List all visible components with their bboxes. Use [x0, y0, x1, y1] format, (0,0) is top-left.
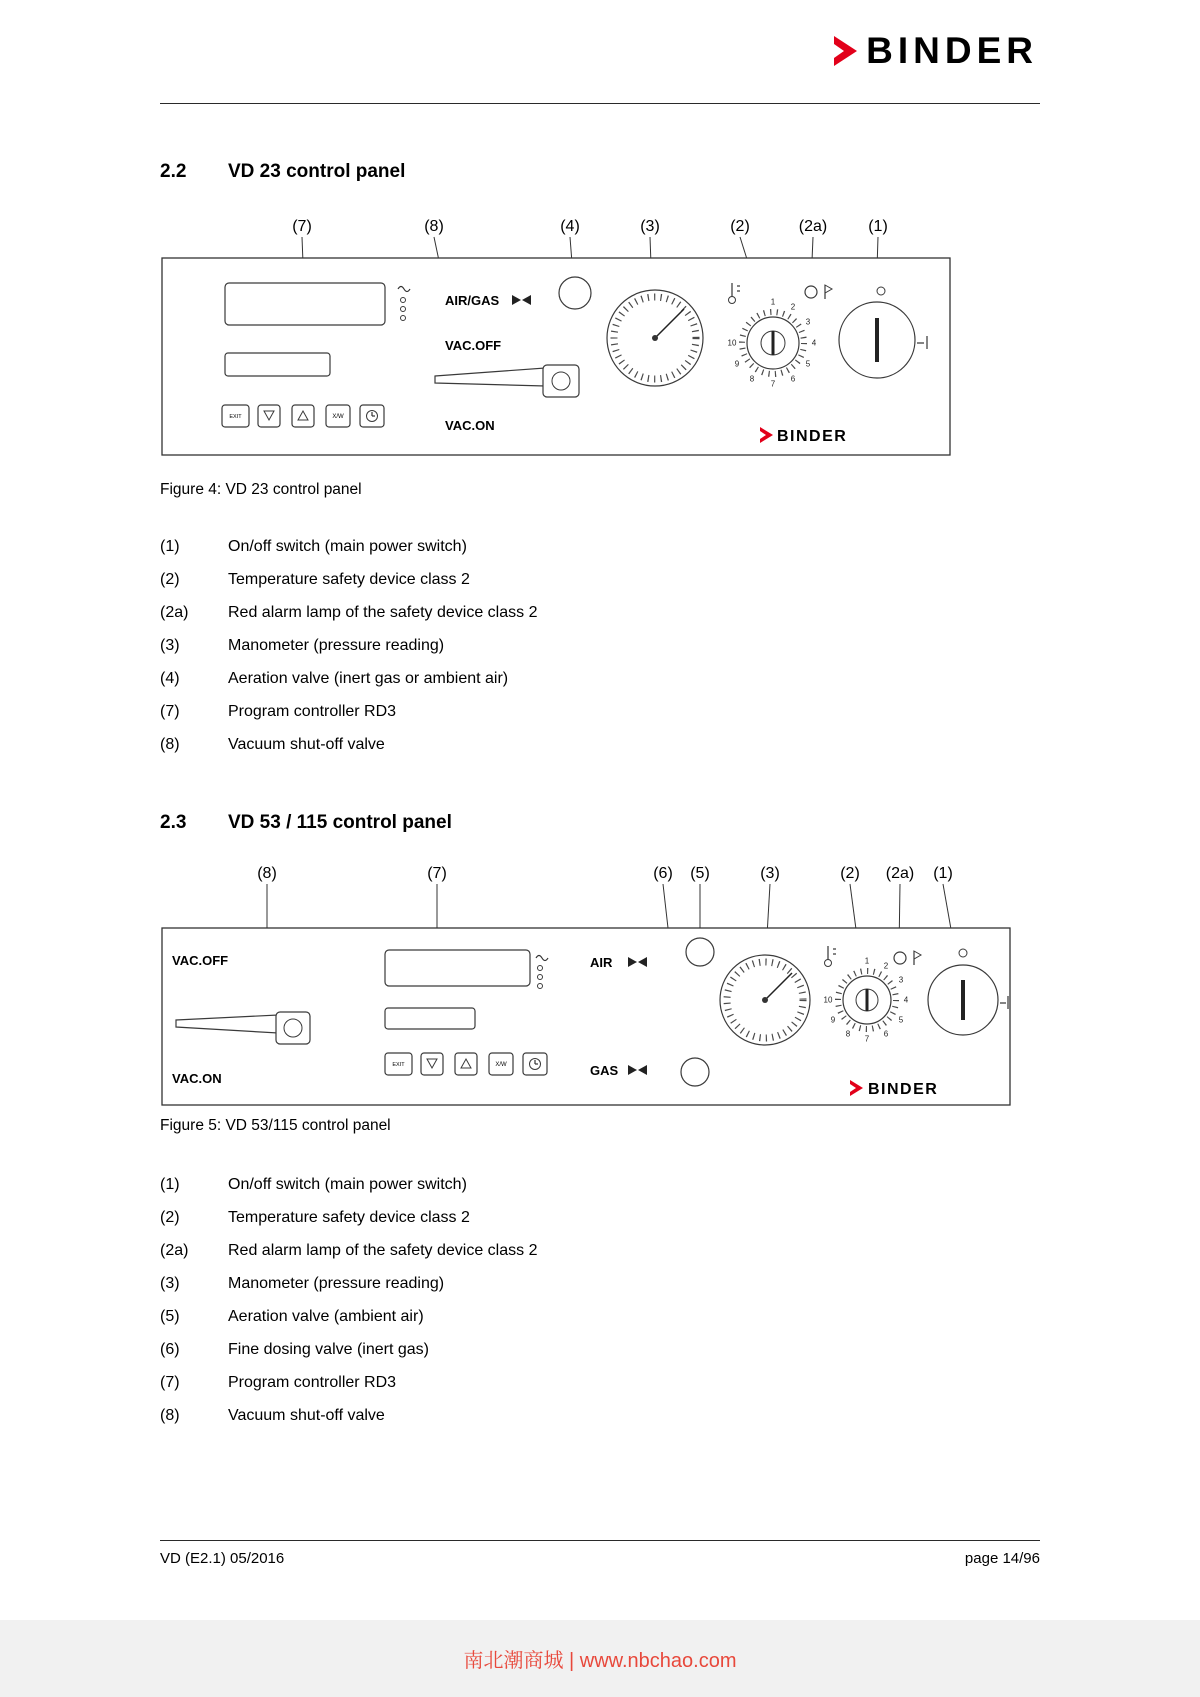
legend-row: [160, 1209, 1040, 1242]
footer-page-number: page 14/96: [964, 1550, 1040, 1567]
dial-number: 9: [830, 1015, 836, 1025]
dial-number: 1: [770, 297, 776, 307]
panel-brand-wordmark: BINDER: [777, 428, 848, 445]
down-button[interactable]: [421, 1053, 443, 1075]
legend-key: (1): [160, 538, 180, 555]
dial-number: 7: [770, 379, 776, 389]
dial-number: 2: [790, 302, 796, 312]
section-2-3-heading: [160, 812, 452, 834]
callout-3: (3): [640, 218, 660, 235]
bottom-bar: [0, 1620, 1200, 1697]
manometer-gauge: [720, 955, 810, 1045]
callout-2a: (2a): [885, 865, 915, 882]
legend-row: [160, 703, 1040, 736]
legend-row: [160, 538, 1040, 571]
dial-number: 7: [864, 1034, 870, 1044]
dial-number: 6: [790, 374, 796, 384]
controller-display: [225, 283, 385, 325]
legend-key: (3): [160, 1275, 180, 1292]
legend-text: Temperature safety device class 2: [228, 571, 470, 588]
figure-5-caption: Figure 5: VD 53/115 control panel: [160, 1117, 391, 1134]
legend-text: Fine dosing valve (inert gas): [228, 1341, 429, 1358]
legend-text: Program controller RD3: [228, 703, 397, 720]
dial-number: 4: [811, 338, 817, 348]
up-button[interactable]: [292, 405, 314, 427]
legend-text: Manometer (pressure reading): [228, 1275, 445, 1292]
air-label: AIR: [590, 955, 613, 970]
header-rule: [160, 103, 1040, 104]
figure-4-vd23-diagram: [160, 205, 1040, 460]
callout-7: (7): [427, 865, 447, 882]
legend-text: Vacuum shut-off valve: [228, 1407, 385, 1424]
dial-number: 5: [898, 1015, 904, 1025]
legend-key: (2): [160, 571, 180, 588]
vac-on-label: VAC.ON: [445, 418, 495, 433]
legend-row: [160, 670, 1040, 703]
legend-text: On/off switch (main power switch): [228, 538, 467, 555]
controller-secondary-display: [385, 1008, 475, 1029]
legend-text: Red alarm lamp of the safety device class 2: [228, 604, 538, 621]
legend-row: [160, 637, 1040, 670]
legend-row: [160, 1275, 1040, 1308]
callout-1: (1): [933, 865, 953, 882]
callout-6: (6): [653, 865, 673, 882]
dial-number: 8: [845, 1029, 851, 1039]
legend-text: Aeration valve (ambient air): [228, 1308, 424, 1325]
dial-number: 10: [727, 338, 737, 348]
exit-button-label: EXIT: [392, 1062, 405, 1068]
legend-key: (8): [160, 1407, 180, 1424]
legend-key: (5): [160, 1308, 180, 1325]
gauge-hub: [652, 335, 658, 341]
dial-number: 1: [864, 956, 870, 966]
alarm-lamp: [894, 952, 906, 964]
legend-row: [160, 1242, 1040, 1275]
xw-button-label: X/W: [332, 414, 344, 420]
xw-button-label: X/W: [495, 1062, 507, 1068]
callout-8: (8): [424, 218, 444, 235]
dial-number: 6: [883, 1029, 889, 1039]
legend-row: [160, 1308, 1040, 1341]
binder-logo: [831, 32, 1038, 69]
aeration-valve-knob[interactable]: [559, 277, 591, 309]
legend-key: (2): [160, 1209, 180, 1226]
section-number: 2.2: [160, 161, 187, 182]
legend-key: (4): [160, 670, 180, 687]
legend-row: [160, 1341, 1040, 1374]
callout-7: (7): [292, 218, 312, 235]
air-gas-label: AIR/GAS: [445, 293, 500, 308]
legend-row: [160, 604, 1040, 637]
figure-5-legend: [160, 1176, 1040, 1440]
legend-row: [160, 736, 1040, 769]
dial-number: 9: [734, 359, 740, 369]
callout-4: (4): [560, 218, 580, 235]
alarm-lamp: [805, 286, 817, 298]
footer-rule: [160, 1540, 1040, 1541]
legend-key: (2a): [160, 604, 189, 621]
legend-text: On/off switch (main power switch): [228, 1176, 467, 1193]
legend-text: Vacuum shut-off valve: [228, 736, 385, 753]
binder-arrow-icon: [831, 35, 859, 67]
callout-2: (2): [840, 865, 860, 882]
legend-row: [160, 1374, 1040, 1407]
dial-number: 5: [805, 359, 811, 369]
vac-off-label: VAC.OFF: [172, 953, 229, 968]
manometer-gauge: [607, 290, 703, 386]
legend-row: [160, 1407, 1040, 1440]
legend-key: (3): [160, 637, 180, 654]
section-title: VD 23 control panel: [228, 161, 406, 182]
controller-secondary-display: [225, 353, 330, 376]
legend-row: [160, 1176, 1040, 1209]
callout-2a: (2a): [798, 218, 828, 235]
exit-button-label: EXIT: [229, 414, 242, 420]
legend-key: (7): [160, 703, 180, 720]
section-title: VD 53 / 115 control panel: [228, 812, 452, 833]
brand-wordmark: BINDER: [866, 30, 1038, 71]
legend-text: Aeration valve (inert gas or ambient air): [228, 670, 509, 687]
legend-key: (7): [160, 1374, 180, 1391]
panel-brand-wordmark: BINDER: [868, 1081, 939, 1098]
vac-off-label: VAC.OFF: [445, 338, 502, 353]
fine-dosing-valve-knob[interactable]: [681, 1058, 709, 1086]
callout-2: (2): [730, 218, 750, 235]
callout-3: (3): [760, 865, 780, 882]
figure-4-caption: Figure 4: VD 23 control panel: [160, 481, 362, 498]
footer-document-id: VD (E2.1) 05/2016: [160, 1550, 285, 1567]
dial-number: 8: [749, 374, 755, 384]
gas-label: GAS: [590, 1063, 619, 1078]
figure-5-vd53-115-diagram: [160, 850, 1040, 1110]
aeration-valve-knob[interactable]: [686, 938, 714, 966]
up-button[interactable]: [455, 1053, 477, 1075]
legend-key: (2a): [160, 1242, 189, 1259]
dial-number: 2: [883, 961, 889, 971]
legend-text: Manometer (pressure reading): [228, 637, 445, 654]
legend-text: Red alarm lamp of the safety device class 2: [228, 1242, 538, 1259]
legend-row: [160, 571, 1040, 604]
callout-5: (5): [690, 865, 710, 882]
legend-text: Program controller RD3: [228, 1374, 397, 1391]
legend-key: (6): [160, 1341, 180, 1358]
dial-number: 3: [805, 317, 811, 327]
callout-1: (1): [868, 218, 888, 235]
legend-text: Temperature safety device class 2: [228, 1209, 470, 1226]
callout-8: (8): [257, 865, 277, 882]
legend-key: (1): [160, 1176, 180, 1193]
vac-on-label: VAC.ON: [172, 1071, 222, 1086]
dial-number: 10: [823, 995, 833, 1005]
dial-number: 4: [903, 995, 909, 1005]
figure-4-legend: [160, 538, 1040, 769]
dial-number: 3: [898, 975, 904, 985]
gauge-hub: [762, 997, 768, 1003]
down-button[interactable]: [258, 405, 280, 427]
legend-key: (8): [160, 736, 180, 753]
section-2-2-heading: [160, 161, 405, 183]
section-number: 2.3: [160, 812, 187, 833]
controller-display: [385, 950, 530, 986]
bottom-bar-link[interactable]: 南北潮商城 | www.nbchao.com: [463, 1650, 737, 1672]
